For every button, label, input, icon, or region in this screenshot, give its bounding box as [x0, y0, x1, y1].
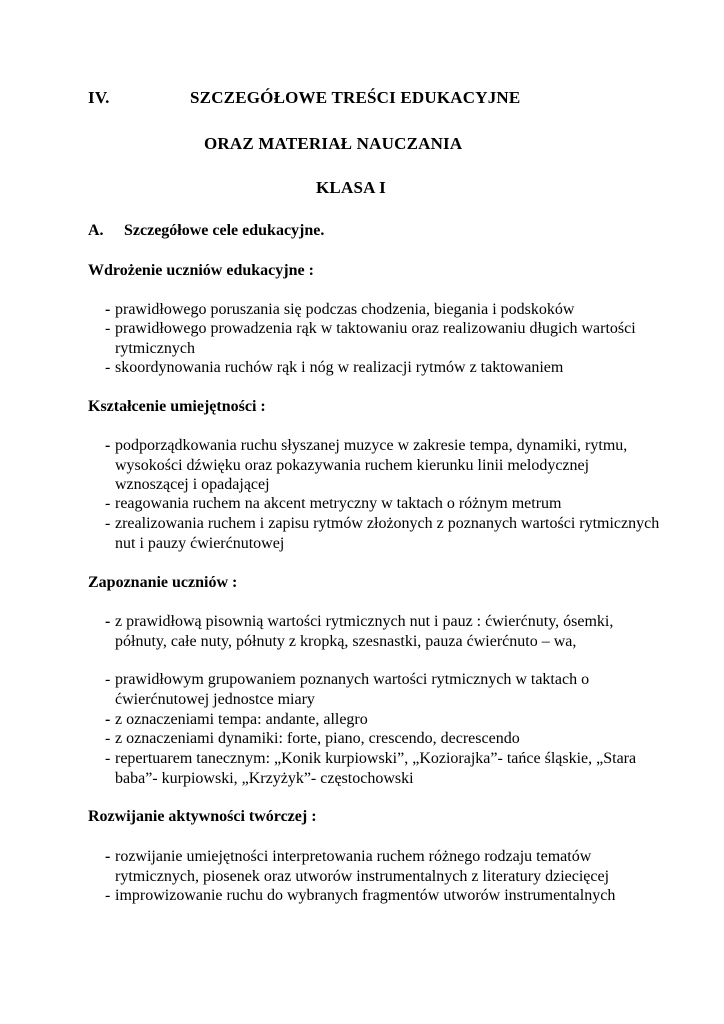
list-item: - prawidłowym grupowaniem poznanych wartości rytmicznych w taktach o ćwierćnutowej jednostce miary [105, 671, 590, 708]
list-item: - z prawidłową pisownią wartości rytmicznych nut i pauz : ćwierćnuty, ósemki, półnuty, całe nuty, półnuty z kropką, szesnastki, pauza ćwierćnuto – wa, [105, 613, 614, 650]
list-item: - improwizowanie ruchu do wybranych fragmentów utworów instrumentalnych [105, 887, 616, 904]
chapter-title-line1: SZCZEGÓŁOWE TREŚCI EDUKACYJNE [190, 88, 521, 107]
section-title: Szczegółowe cele edukacyjne. [124, 222, 325, 239]
list-item: - z oznaczeniami tempa: andante, allegro [105, 711, 368, 728]
group-title: Wdrożenie uczniów edukacyjne : [88, 262, 314, 279]
list-item: - prawidłowego prowadzenia rąk w taktowaniu oraz realizowaniu długich wartości rytmicznych [105, 320, 636, 357]
group-title: Kształcenie umiejętności : [88, 398, 266, 415]
class-title: KLASA I [316, 178, 386, 197]
group-title: Zapoznanie uczniów : [88, 574, 238, 591]
list-item: - z oznaczeniami dynamiki: forte, piano, crescendo, decrescendo [105, 730, 520, 747]
list-item: - reagowania ruchem na akcent metryczny w taktach o różnym metrum [105, 495, 562, 512]
list-item: - skoordynowania ruchów rąk i nóg w realizacji rytmów z taktowaniem [105, 359, 564, 376]
list-item: - rozwijanie umiejętności interpretowania ruchem różnego rodzaju tematów rytmicznych, piosenek oraz utworów instrumentalnych z literatury dziecięcej [105, 848, 610, 885]
chapter-number: IV. [88, 88, 110, 107]
chapter-title-line2: ORAZ MATERIAŁ NAUCZANIA [204, 134, 463, 153]
group-title: Rozwijanie aktywności twórczej : [88, 808, 317, 825]
list-item: - zrealizowania ruchem i zapisu rytmów złożonych z poznanych wartości rytmicznych nut i pauzy ćwierćnutowej [105, 515, 660, 552]
list-item: - repertuarem tanecznym: „Konik kurpiowski”, „Koziorajka”- tańce śląskie, „Stara baba”- kurpiowski, „Krzyżyk”- częstochowski [105, 750, 637, 787]
list-item: - prawidłowego poruszania się podczas chodzenia, biegania i podskoków [105, 301, 575, 318]
list-item: - podporządkowania ruchu słyszanej muzyce w zakresie tempa, dynamiki, rytmu, wysokości dźwięku oraz pokazywania ruchem kierunku linii melodycznej wznoszącej i opadającej [105, 437, 628, 493]
section-letter: A. [88, 222, 104, 239]
